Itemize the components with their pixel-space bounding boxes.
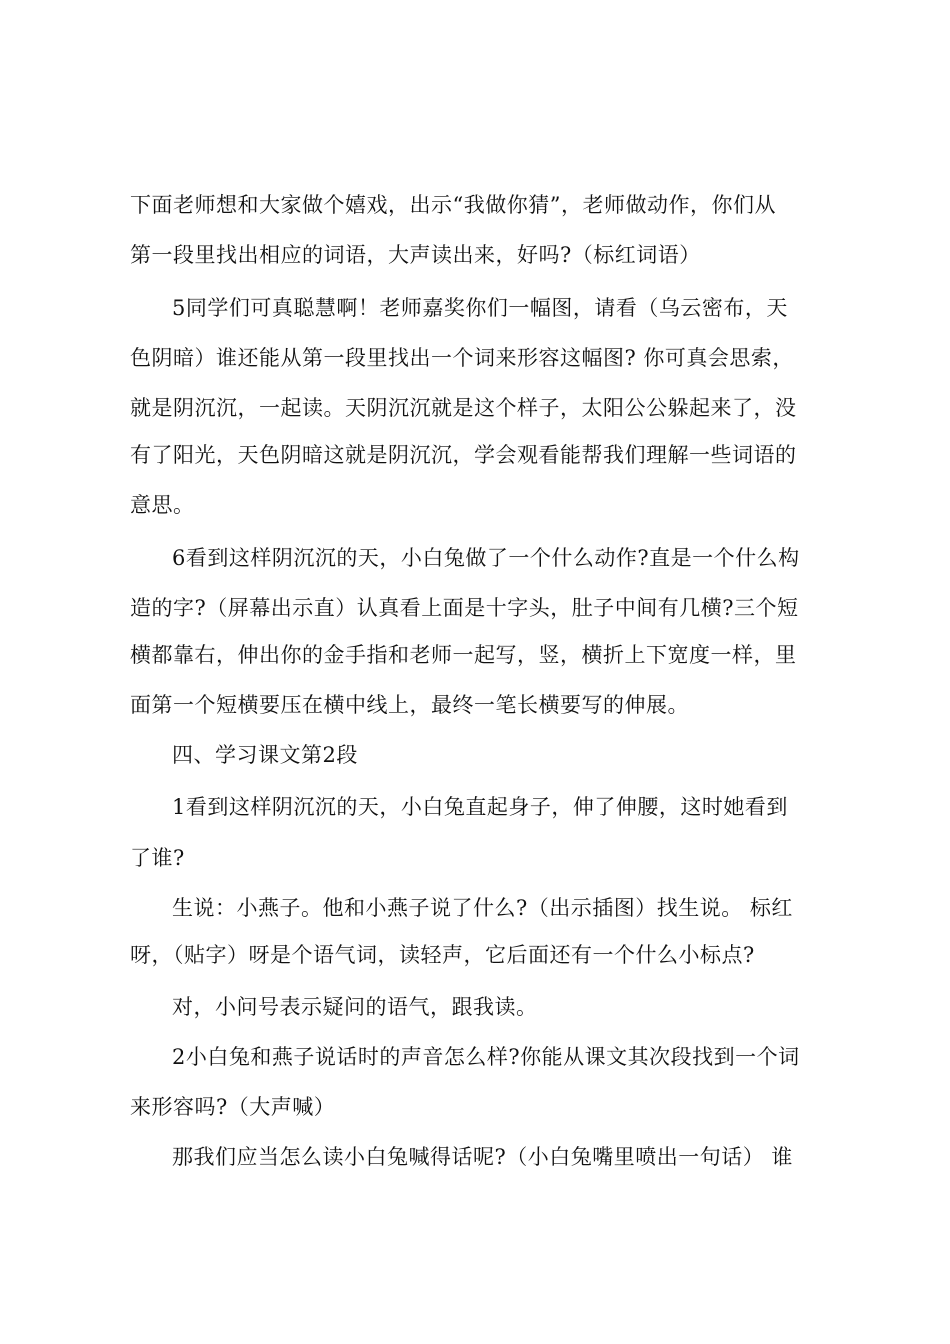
- text-line: 下面老师想和大家做个嬉戏，出示“我做你猜”，老师做动作，你们从: [130, 193, 776, 217]
- text-line: 那我们应当怎么读小白兔喊得话呢?（小白兔嘴里喷出一句话） 谁: [172, 1145, 793, 1169]
- text-line: 面第一个短横要压在横中线上，最终一笔长横要写的伸展。: [130, 693, 689, 717]
- text-line: 色阴暗）谁还能从第一段里找出一个词来形容这幅图? 你可真会思索，: [130, 346, 794, 370]
- text-line: 有了阳光，天色阴暗这就是阴沉沉，学会观看能帮我们理解一些词语的: [130, 443, 797, 467]
- text-line: 对，小问号表示疑问的语气，跟我读。: [172, 995, 538, 1019]
- text-line: 就是阴沉沉，一起读。天阴沉沉就是这个样子，太阳公公躲起来了，没: [130, 396, 797, 420]
- section-heading: 四、学习课文第2段: [172, 743, 358, 767]
- text-line: 横都靠右，伸出你的金手指和老师一起写，竖，横折上下宽度一样，里: [130, 643, 797, 667]
- text-line: 5同学们可真聪慧啊！老师嘉奖你们一幅图，请看（乌云密布，天: [172, 296, 788, 320]
- text-line: 意思。: [130, 493, 195, 517]
- text-line: 6看到这样阴沉沉的天，小白兔做了一个什么动作?直是一个什么构: [172, 546, 800, 570]
- text-line: 了谁?: [130, 846, 185, 870]
- text-line: 1看到这样阴沉沉的天，小白兔直起身子，伸了伸腰，这时她看到: [172, 795, 788, 819]
- text-line: 呀，（贴字）呀是个语气词，读轻声，它后面还有一个什么小标点?: [130, 943, 755, 967]
- text-line: 生说：小燕子。他和小燕子说了什么?（出示插图）找生说。 标红: [172, 896, 793, 920]
- text-line: 来形容吗?（大声喊）: [130, 1095, 336, 1119]
- text-line: 造的字?（屏幕出示直）认真看上面是十字头，肚子中间有几横?三个短: [130, 596, 799, 620]
- text-line: 第一段里找出相应的词语，大声读出来，好吗?（标红词语）: [130, 243, 701, 267]
- text-line: 2小白兔和燕子说话时的声音怎么样?你能从课文其次段找到一个词: [172, 1045, 800, 1069]
